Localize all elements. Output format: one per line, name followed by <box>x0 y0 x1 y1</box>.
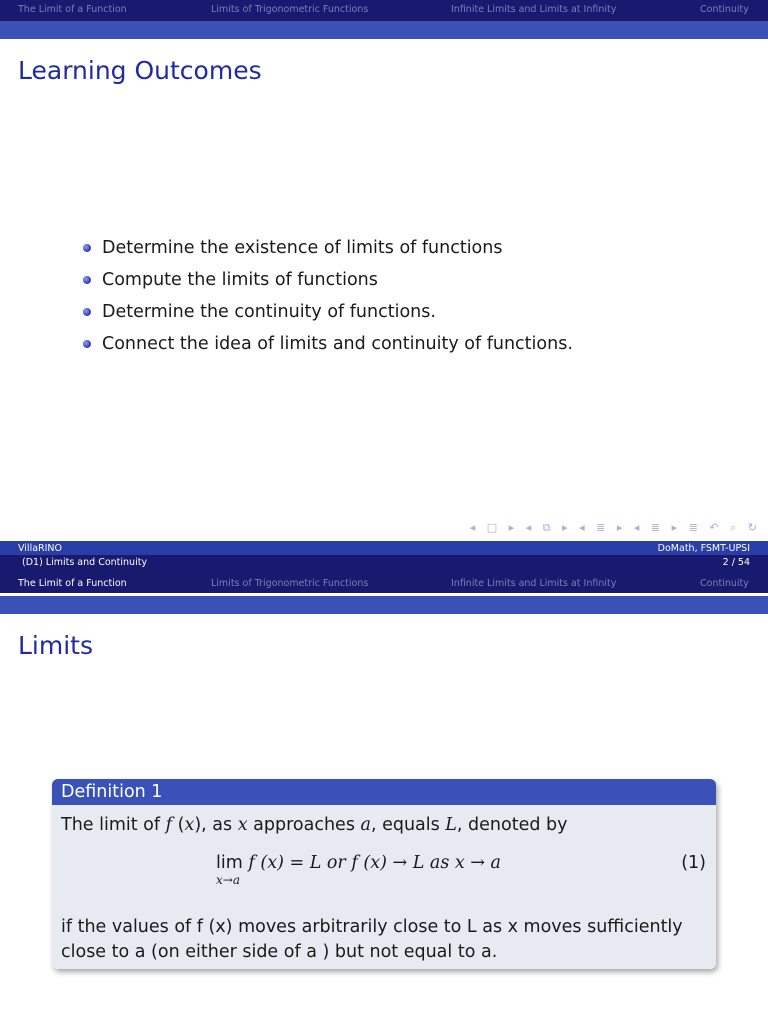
equation-number: (1) <box>681 853 706 873</box>
top-navbar <box>0 0 768 21</box>
definition-line-1: The limit of f (x), as x approaches a, equals L, denoted by <box>61 815 568 835</box>
nav-section-continuity[interactable]: Continuity <box>700 578 749 589</box>
top-subbar-slide2 <box>0 596 768 614</box>
nav-section-infinite-limits[interactable]: Infinite Limits and Limits at Infinity <box>451 4 617 15</box>
frame-title-limits: Limits <box>18 631 93 660</box>
beamer-navigation-symbols <box>464 521 758 535</box>
top-navbar-slide2 <box>0 572 768 593</box>
footline-title-bar <box>0 555 768 572</box>
nav-doc-next-icon[interactable]: ▸ <box>671 521 679 534</box>
list-item: Determine the continuity of functions. <box>80 296 573 328</box>
nav-search-icon[interactable]: ⌕ <box>730 521 738 534</box>
bullet-icon <box>83 340 91 348</box>
definition-block <box>52 779 716 969</box>
list-item: Connect the idea of limits and continuity of functions. <box>80 328 573 360</box>
frame-title: Learning Outcomes <box>18 56 262 85</box>
nav-section-infinite-limits[interactable]: Infinite Limits and Limits at Infinity <box>451 578 617 589</box>
nav-subsection-next-icon[interactable]: ▸ <box>562 521 569 534</box>
definition-line-2: if the values of f (x) moves arbitrarily close to L as x moves sufficiently <box>61 917 683 937</box>
footer-institute: DoMath, FSMT-UPSI <box>657 543 750 554</box>
top-subbar <box>0 21 768 39</box>
nav-frame-prev-icon[interactable]: ◂ <box>469 521 477 534</box>
bullet-icon <box>83 244 91 252</box>
lim-operator: lim x→a <box>216 853 243 887</box>
nav-section-icon[interactable]: ≣ <box>596 521 607 534</box>
nav-doc-prev-icon[interactable]: ◂ <box>633 521 641 534</box>
definition-line-3: close to a (on either side of a ) but not equal to a. <box>61 942 498 962</box>
nav-section-trig-limits[interactable]: Limits of Trigonometric Functions <box>211 578 369 589</box>
nav-section-limit-of-function[interactable]: The Limit of a Function <box>18 4 127 15</box>
nav-section-limit-of-function[interactable]: The Limit of a Function <box>18 578 127 589</box>
limit-equation <box>216 853 501 887</box>
list-item: Determine the existence of limits of functions <box>80 232 573 264</box>
nav-doc-icon[interactable]: ≣ <box>650 521 662 534</box>
nav-frame-icon[interactable]: □ <box>486 521 499 534</box>
footer-short-title: (D1) Limits and Continuity <box>22 557 148 568</box>
footer-author: VillaRINO <box>18 543 63 554</box>
footer-page-number: 2 / 54 <box>722 557 750 568</box>
nav-back-icon[interactable]: ↶ <box>709 521 720 534</box>
bullet-icon <box>83 308 91 316</box>
lim-subscript: x→a <box>216 873 240 887</box>
nav-align-icon[interactable]: ≣ <box>688 521 699 534</box>
equation-body: f (x) = L or f (x) → L as x → a <box>242 853 501 873</box>
list-item: Compute the limits of functions <box>80 264 573 296</box>
definition-body <box>52 805 716 969</box>
nav-section-trig-limits[interactable]: Limits of Trigonometric Functions <box>211 4 369 15</box>
nav-section-prev-icon[interactable]: ◂ <box>579 521 586 534</box>
nav-subsection-icon[interactable]: ⧉ <box>542 521 552 534</box>
footline-author-bar <box>0 541 768 555</box>
nav-frame-next-icon[interactable]: ▸ <box>508 521 516 534</box>
nav-forward-icon[interactable]: ↻ <box>747 521 758 534</box>
nav-section-continuity[interactable]: Continuity <box>700 4 749 15</box>
learning-outcomes-list <box>80 232 573 360</box>
nav-subsection-prev-icon[interactable]: ◂ <box>525 521 533 534</box>
definition-header: Definition 1 <box>52 779 716 805</box>
nav-section-next-icon[interactable]: ▸ <box>616 521 624 534</box>
bullet-icon <box>83 276 91 284</box>
